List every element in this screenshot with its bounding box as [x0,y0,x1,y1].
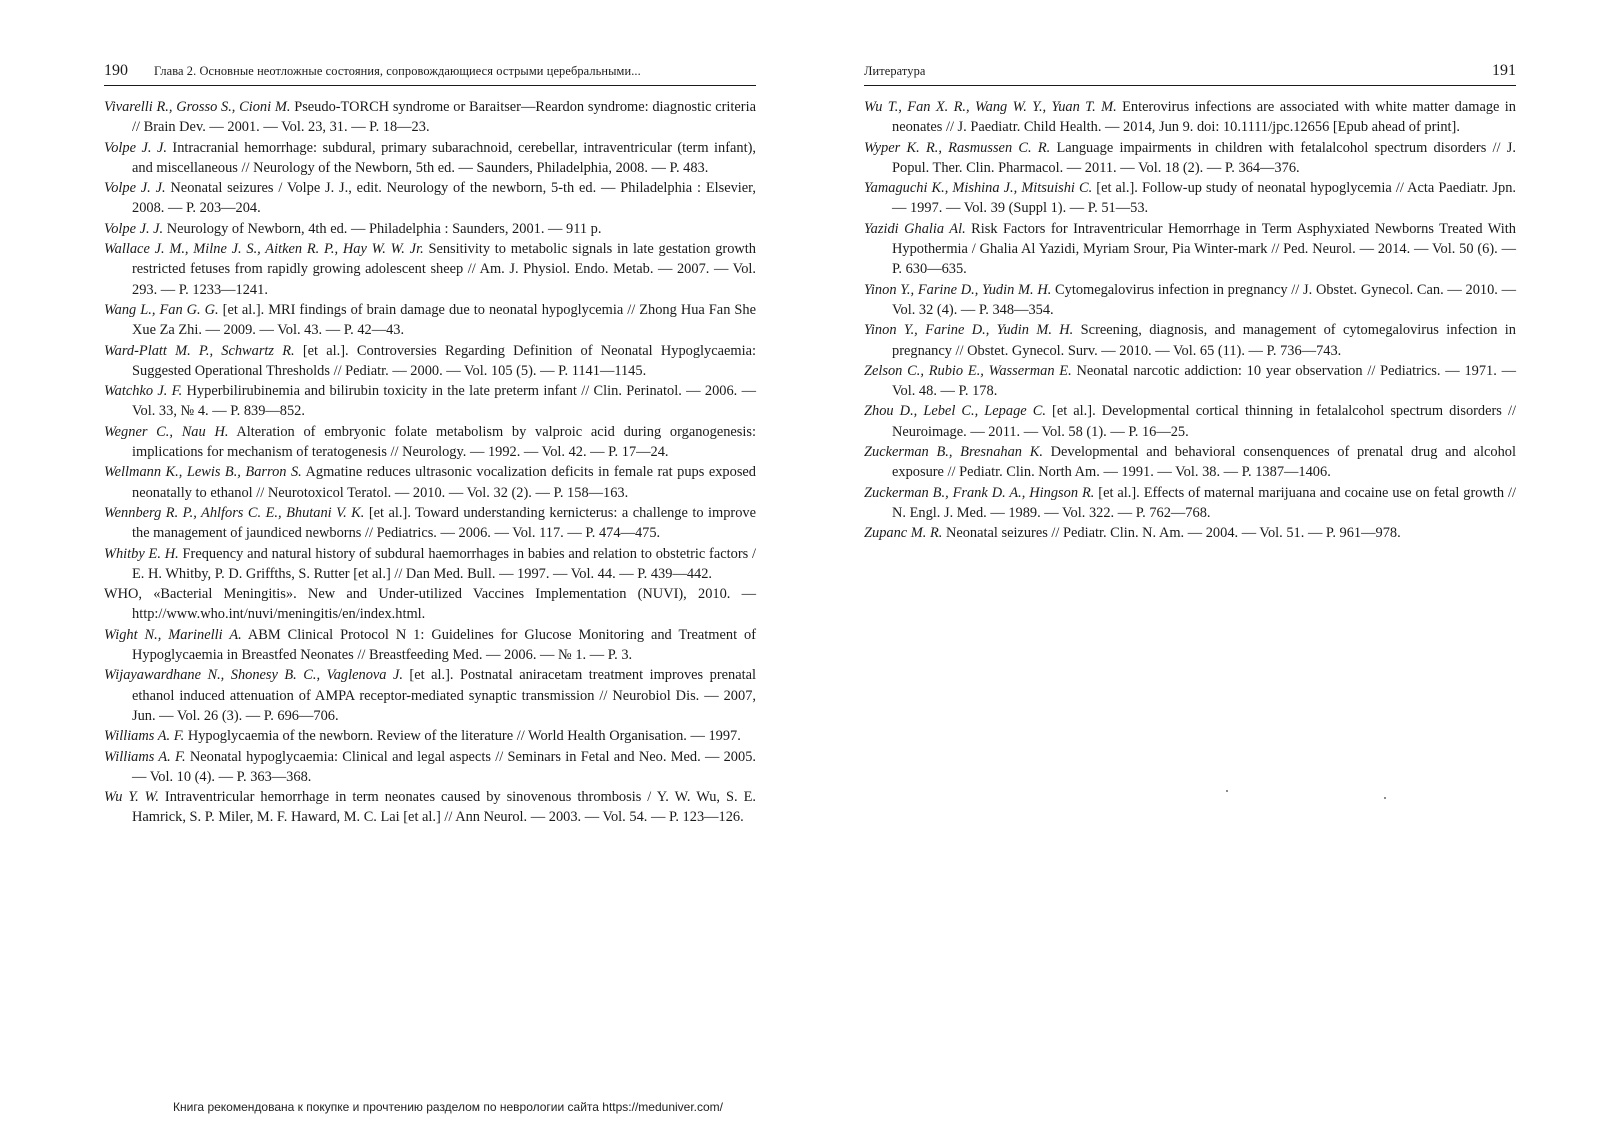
reference-authors: Williams A. F. [104,748,186,765]
reference-authors: Yinon Y., Farine D., Yudin M. H. [864,322,1074,339]
reference-entry [104,747,756,788]
reference-entry [104,584,756,625]
reference-entry [864,280,1516,321]
reference-text: [et al.]. MRI findings of brain damage due to neonatal hypoglycemia // Zhong Hua Fan She Xue Za Zhi. — 2009. — Vol. 43. — P. 42—43. [132,301,756,339]
footer-note: Книга рекомендована к покупке и прочтению разделом по неврологии сайта https://meduniver.com/ [173,1100,724,1114]
reference-entry [864,361,1516,402]
reference-entry [864,401,1516,442]
reference-entry [104,726,756,746]
reference-entry [104,625,756,666]
scan-speck [1384,797,1386,799]
right-page-number: 191 [1492,62,1516,79]
reference-entry [864,219,1516,280]
reference-authors: Volpe J. J. [104,139,167,156]
reference-entry [104,97,756,138]
reference-entry [104,219,756,239]
reference-authors: Wallace J. M., Milne J. S., Aitken R. P., Hay W. W. Jr. [104,241,424,258]
scan-speck [1226,790,1228,792]
reference-text: Enterovirus infections are associated with white matter damage in neonates // J. Paediatr. Child Health. — 2014, Jun 9. doi: 10.1111/jpc.12656 [Epub ahead of print]. [892,99,1516,136]
reference-authors: Zupanc M. R. [864,525,943,542]
reference-authors: Yazidi Ghalia Al. [864,220,966,237]
reference-authors: Yinon Y., Farine D., Yudin M. H. [864,281,1052,298]
reference-authors: Volpe J. J. [104,180,166,197]
reference-entry [104,665,756,726]
reference-authors: Wyper K. R., Rasmussen C. R. [864,139,1051,156]
reference-text: Neonatal seizures / Volpe J. J., edit. Neurology of the newborn, 5-th ed. — Philadelphia : Elsevier, 2008. — P. 203—204. [132,180,756,217]
reference-entry [864,320,1516,361]
reference-text: Language impairments in children with fetalalcohol spectrum disorders // J. Popul. Ther. Clin. Pharmacol. — 2011. — Vol. 18 (2). — P. 364—376. [892,139,1516,176]
reference-text: [et al.]. Developmental cortical thinning in fetalalcohol spectrum disorders // Neuroimage. — 2011. — Vol. 58 (1). — P. 16—25. [892,403,1516,440]
reference-entry [104,503,756,544]
left-page-number: 190 [104,62,128,79]
reference-text: Alteration of embryonic folate metabolism by valproic acid during organogenesis: implications for mechanism of teratogenesis // Neurology. — 1992. — Vol. 42. — P. 17—24. [132,423,756,461]
reference-text: Neonatal hypoglycaemia: Clinical and legal aspects // Seminars in Fetal and Neo. Med. — 2005. — Vol. 10 (4). — P. 363—368. [132,748,756,785]
reference-text: [et al.]. Postnatal aniracetam treatment improves prenatal ethanol induced attenuation of AMPA receptor-mediated synaptic transmission // Neurobiol Dis. — 2007, Jun. — Vol. 26 (3). — P. 696—706. [132,667,756,724]
left-page [104,62,756,828]
reference-authors: Zuckerman B., Bresnahan K. [864,444,1043,461]
right-running-head [864,62,1516,86]
left-running-head [104,62,756,86]
reference-authors: Ward-Platt M. P., Schwartz R. [104,342,295,359]
reference-entry [104,462,756,503]
reference-text: Developmental and behavioral consenquences of prenatal drug and alcohol exposure // Pediatr. Clin. North Am. — 1991. — Vol. 38. — P. 1387—1406. [892,444,1516,481]
reference-text: [et al.]. Follow-up study of neonatal hypoglycemia // Acta Paediatr. Jpn. — 1997. — Vol. 39 (Suppl 1). — P. 51—53. [892,180,1516,217]
reference-entry [104,239,756,300]
reference-authors: Wang L., Fan G. G. [104,301,219,318]
reference-entry [104,787,756,828]
reference-text: Hyperbilirubinemia and bilirubin toxicity in the late preterm infant // Clin. Perinatol. — 2006. — Vol. 33, № 4. — P. 839—852. [132,383,756,420]
reference-entry [104,341,756,382]
reference-text: Cytomegalovirus infection in pregnancy // J. Obstet. Gynecol. Can. — 2010. — Vol. 32 (4). — P. 348—354. [892,281,1516,318]
reference-entry [104,178,756,219]
reference-text: Risk Factors for Intraventricular Hemorrhage in Term Asphyxiated Newborns Treated With Hypothermia / Ghalia Al Yazidi, Myriam Srour, Pia Winter-mark // Ped. Neurol. — 2014. — Vol. 50 (6). — P. 630—635. [892,220,1516,278]
reference-text: [et al.]. Toward understanding kernicterus: a challenge to improve the management of jaundiced newborns // Pediatrics. — 2006. — Vol. 117. — P. 474—475. [132,504,757,542]
right-reference-list [864,97,1516,544]
reference-text: Pseudo-TORCH syndrome or Baraitser—Reardon syndrome: diagnostic criteria // Brain Dev. — 2001. — Vol. 23, 31. — P. 18—23. [132,99,756,136]
reference-text: Screening, diagnosis, and management of cytomegalovirus infection in pregnancy // Obstet. Gynecol. Surv. — 2010. — Vol. 65 (11). — P. 736—743. [892,322,1516,359]
reference-text: Intraventricular hemorrhage in term neonates caused by sinovenous thrombosis / Y. W. Wu, S. E. Hamrick, S. P. Miler, M. F. Haward, M. C. Lai [et al.] // Ann Neurol. — 2003. — Vol. 54. — P. 123—126. [132,789,756,826]
reference-authors: Wu T., Fan X. R., Wang W. Y., Yuan T. M. [864,99,1117,115]
reference-authors: Wu Y. W. [104,789,159,806]
left-running-title: Глава 2. Основные неотложные состояния, сопровождающиеся острыми церебральными... [154,64,641,78]
reference-entry [864,138,1516,179]
reference-entry [864,97,1516,138]
reference-entry [864,178,1516,219]
reference-entry [104,422,756,463]
reference-text: Neonatal narcotic addiction: 10 year observation // Pediatrics. — 1971. — Vol. 48. — P. 178. [892,362,1516,400]
reference-authors: Wijayawardhane N., Shonesy B. C., Vaglenova J. [104,667,403,684]
reference-text: [et al.]. Controversies Regarding Definition of Neonatal Hypoglycaemia: Suggested Operational Thresholds // Pediatr. — 2000. — Vol. 105 (5). — P. 1141—1145. [132,342,756,379]
reference-entry [864,442,1516,483]
reference-authors: Volpe J. J. [104,220,164,237]
reference-text: Agmatine reduces ultrasonic vocalization deficits in female rat pups exposed neonatally to ethanol // Neurotoxicol Teratol. — 2010. — Vol. 32 (2). — P. 158—163. [132,464,756,501]
reference-authors: Watchko J. F. [104,383,183,400]
reference-authors: Whitby E. H. [104,545,179,562]
reference-text: Frequency and natural history of subdural haemorrhages in babies and relation to obstetric factors / E. H. Whitby, P. D. Griffths, S. Rutter [et al.] // Dan Med. Bull. — 1997. — Vol. 44. — P. 439—442. [132,545,757,582]
reference-authors: Williams A. F. [104,728,185,745]
reference-entry [864,483,1516,524]
reference-text: Hypoglycaemia of the newborn. Review of the literature // World Health Organisation. — 1997. [184,728,741,745]
right-page [864,62,1516,544]
reference-entry [104,138,756,179]
reference-authors: Zhou D., Lebel C., Lepage C. [864,403,1046,420]
reference-entry [864,523,1516,543]
reference-authors: Wegner C., Nau H. [104,423,229,440]
reference-authors: Wellmann K., Lewis B., Barron S. [104,464,302,481]
reference-text: ABM Clinical Protocol N 1: Guidelines for Glucose Monitoring and Treatment of Hypoglycaemia in Breastfed Neonates // Breastfeeding Med. — 2006. — № 1. — P. 3. [132,626,757,664]
reference-authors: Yamaguchi K., Mishina J., Mitsuishi C. [864,180,1093,197]
left-reference-list [104,97,756,828]
right-running-title: Литература [864,64,926,78]
reference-text: Sensitivity to metabolic signals in late gestation growth restricted fetuses from rapidly growing adolescent sheep // Am. J. Physiol. Endo. Metab. — 2007. — Vol. 293. — P. 1233—1241. [132,241,756,298]
reference-authors: Wennberg R. P., Ahlfors C. E., Bhutani V. K. [104,504,365,521]
reference-text: [et al.]. Effects of maternal marijuana and cocaine use on fetal growth // N. Engl. J. Med. — 1989. — Vol. 322. — P. 762—768. [892,484,1516,521]
reference-authors: Zelson C., Rubio E., Wasserman E. [864,362,1072,379]
reference-entry [104,300,756,341]
reference-text: Intracranial hemorrhage: subdural, primary subarachnoid, cerebellar, intraventricular (term infant), and miscellaneous // Neurology of the Newborn, 5th ed. — Saunders, Philadelphia, 2008. — P. 483. [132,139,756,176]
reference-text: WHO, «Bacterial Meningitis». New and Under-utilized Vaccines Implementation (NUVI), 2010. — http://www.who.int/nuvi/meningitis/en/index.html. [104,586,756,623]
reference-authors: Zuckerman B., Frank D. A., Hingson R. [864,484,1095,501]
reference-entry [104,381,756,422]
reference-text: Neonatal seizures // Pediatr. Clin. N. Am. — 2004. — Vol. 51. — P. 961—978. [942,525,1401,542]
reference-entry [104,544,756,585]
reference-authors: Wight N., Marinelli A. [104,626,242,643]
reference-authors: Vivarelli R., Grosso S., Cioni M. [104,99,291,115]
reference-text: Neurology of Newborn, 4th ed. — Philadelphia : Saunders, 2001. — 911 p. [163,220,602,237]
